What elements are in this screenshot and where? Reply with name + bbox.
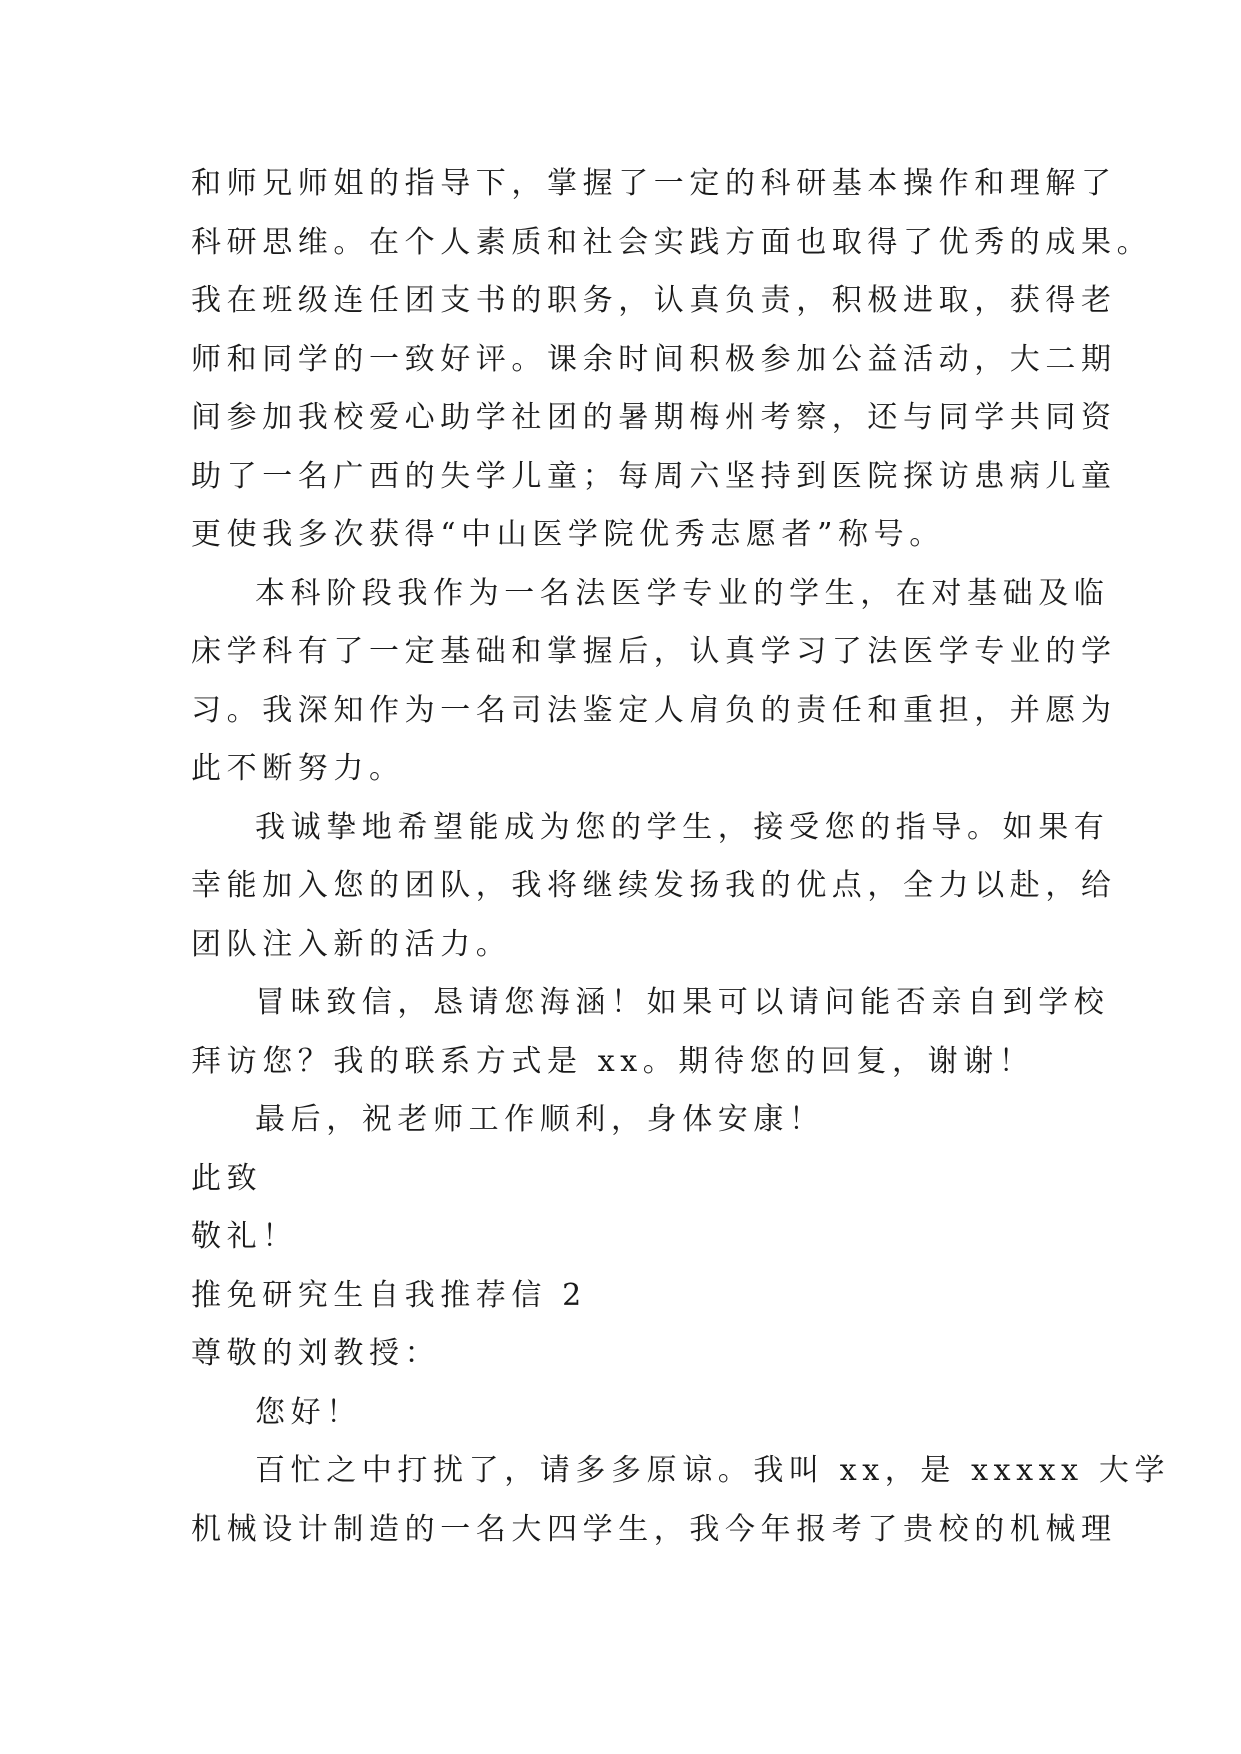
paragraph-start-line: 冒昧致信，恳请您海涵！如果可以请问能否亲自到学校	[255, 985, 1110, 1020]
section-title: 推免研究生自我推荐信 2	[191, 1277, 587, 1313]
text-line: 习。我深知作为一名司法鉴定人肩负的责任和重担，并愿为	[191, 692, 1117, 728]
closing-salutation: 此致	[191, 1160, 263, 1196]
text-line: 拜访您？我的联系方式是 xx。期待您的回复，谢谢！	[191, 1043, 1035, 1079]
text-line: 师和同学的一致好评。课余时间积极参加公益活动，大二期	[191, 341, 1117, 377]
text-line: 此不断努力。	[191, 751, 405, 786]
text-line: 更使我多次获得“中山医学院优秀志愿者”称号。	[191, 517, 945, 552]
paragraph-start-line: 我诚挚地希望能成为您的学生，接受您的指导。如果有	[255, 809, 1110, 845]
text-line: 幸能加入您的团队，我将继续发扬我的优点，全力以赴，给	[191, 868, 1117, 903]
text-line: 间参加我校爱心助学社团的暑期梅州考察，还与同学共同资	[191, 400, 1117, 435]
text-line: 床学科有了一定基础和掌握后，认真学习了法医学专业的学	[191, 634, 1117, 669]
text-line: 助了一名广西的失学儿童；每周六坚持到医院探访患病儿童	[191, 458, 1117, 494]
recipient-greeting: 尊敬的刘教授：	[191, 1336, 441, 1371]
hello-line: 您好！	[255, 1394, 362, 1430]
text-line: 我在班级连任团支书的职务，认真负责，积极进取，获得老	[191, 283, 1117, 318]
text-line: 团队注入新的活力。	[191, 926, 512, 962]
paragraph-start-line: 百忙之中打扰了，请多多原谅。我叫 xx，是 xxxxx 大学	[255, 1453, 1171, 1488]
text-line: 机械设计制造的一名大四学生，我今年报考了贵校的机械理	[191, 1511, 1117, 1547]
paragraph-start-line: 本科阶段我作为一名法医学专业的学生，在对基础及临	[255, 575, 1110, 611]
closing-respect: 敬礼！	[191, 1219, 298, 1254]
text-line: 和师兄师姐的指导下，掌握了一定的科研基本操作和理解了	[191, 166, 1117, 201]
text-line: 科研思维。在个人素质和社会实践方面也取得了优秀的成果。	[191, 224, 1153, 260]
letter-body	[191, 155, 1171, 1559]
closing-wish-line: 最后，祝老师工作顺利，身体安康！	[255, 1102, 825, 1137]
